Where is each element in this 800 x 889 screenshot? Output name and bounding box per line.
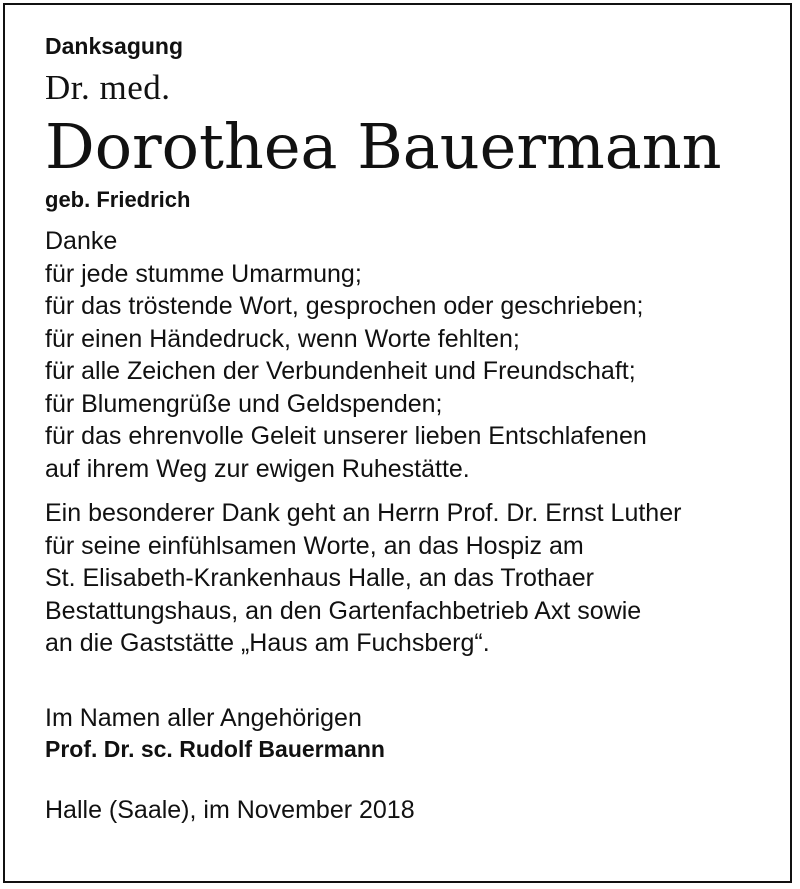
special-thanks-line: St. Elisabeth-Krankenhaus Halle, an das Trothaer (45, 564, 594, 592)
special-thanks-line: Ein besonderer Dank geht an Herrn Prof. Dr. Ernst Luther (45, 499, 682, 527)
special-thanks-line: Bestattungshaus, an den Gartenfachbetrieb Axt sowie (45, 596, 642, 625)
signoff-line: Im Namen aller Angehörigen (45, 703, 362, 732)
thanks-line: Danke (45, 227, 118, 255)
birth-name: geb. Friedrich (45, 187, 191, 212)
thanks-line: für Blumengrüße und Geldspenden; (45, 389, 443, 418)
obituary-notice (3, 3, 792, 883)
notice-heading: Danksagung (45, 33, 184, 59)
signer-name: Prof. Dr. sc. Rudolf Bauermann (45, 736, 385, 762)
special-thanks-paragraph (45, 497, 770, 660)
thanks-paragraph (45, 225, 770, 485)
notice-content (45, 32, 770, 826)
special-thanks-line: an die Gaststätte „Haus am Fuchsberg“. (45, 629, 490, 657)
place-date: Halle (Saale), im November 2018 (45, 796, 415, 824)
thanks-line: für jede stumme Umarmung; (45, 259, 362, 288)
thanks-line: auf ihrem Weg zur ewigen Ruhestätte. (45, 454, 470, 483)
thanks-line: für das ehrenvolle Geleit unserer lieben Entschlafenen (45, 422, 647, 450)
thanks-line: für das tröstende Wort, gesprochen oder geschrieben; (45, 292, 644, 320)
title-prefix: Dr. med. (45, 68, 171, 107)
deceased-name: Dorothea Bauermann (45, 110, 722, 183)
thanks-line: für einen Händedruck, wenn Worte fehlten; (45, 324, 520, 353)
special-thanks-line: für seine einfühlsamen Worte, an das Hospiz am (45, 531, 584, 560)
thanks-line: für alle Zeichen der Verbundenheit und Freundschaft; (45, 357, 636, 385)
signoff-block (45, 702, 770, 735)
